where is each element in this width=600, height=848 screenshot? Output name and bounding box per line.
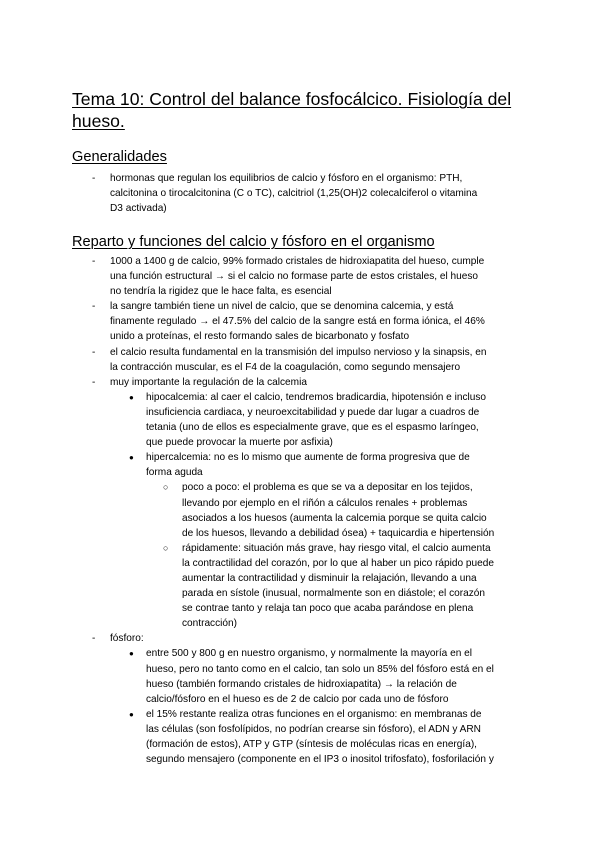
dash-marker: - [92,633,96,645]
list-item: - la sangre también tiene un nivel de calcio, que se denomina calcemia, y está finamente regulado → el 47.5% del calcio de la sangre está en forma iónica, el 46% unido a proteínas, el resto formando sales de bicarbonato y fosfato [92,301,485,343]
section-heading-reparto: Reparto y funciones del calcio y fósforo en el organismo [72,234,435,250]
bullet-marker: ● [129,453,134,463]
dash-marker: - [92,173,96,184]
list-item: - fósforo: ● entre 500 y 800 g en nuestro organismo, y normalmente la mayoría en el hueso, pero no tanto como en el calcio, tan solo un 85% del fósforo está en el hueso (también formando cristales de hidroxiapatita) → la relación de calcio/fósforo en el hueso es de 2 de calcio por cada uno de fósforo ● el 15% restante realiza otras funciones en el organismo: en membranas de las células (son fosfolípidos, no podrían crearse sin fósforo), el ADN y ARN (formación de estos), ATP y GTP (síntesis de moléculas ricas en energía), segundo mensajero (componente en el IP3 o inositol trifosfato), fosforilación y [0,631,600,767]
document-title [72,88,532,132]
bullet-marker: ● [129,709,134,719]
dash-marker: - [92,346,96,358]
list-item: ○ rápidamente: situación más grave, hay riesgo vital, el calcio aumenta la contractilidad del corazón, por lo que al haber un pico rápido puede aumentar la contractilidad y disminuir la relajación, llevando a una parada en sístole (inusual, normalmente son en diástole; el corazón se contrae tanto y relaja tan poco que acaba parándose en plena contracción) [163,542,494,630]
list-item: - muy importante la regulación de la calcemia ● hipocalcemia: al caer el calcio, tendremos bradicardia, hipotensión e incluso insuficiencia cardiaca, y neuroexcitabilidad y puede dar lugar a cuadros de tetania (uno de ellos es especialmente grave, que es el espasmo laríngeo, que puede provocar la muerte por asfixia) ● hipercalcemia: no es lo mismo que aumente de forma progresiva que de forma aguda ○ poco a poco: el problema es que se va a depositar en los tejidos, llevando por ejemplo en el riñón a cálculos renales + problemas asociados a los huesos (aumenta la calcemia porque se quita calcio de los huesos, llevando a debilidad ósea) + taquicardia e hipertensión ○ rápidamente: situación más grave, hay riesgo vital, el calcio aumenta la contractilidad del corazón, por lo que al haber un pico rápido puede aumentar la contractilidad y disminuir la relajación, llevando a una parada en sístole (inusual, normalmente son en diástole; el corazón se contrae tanto y relaja tan poco que acaba parándose en plena contracción) [0,375,600,632]
fosforo-sublist [0,646,600,767]
list-item: - el calcio resulta fundamental en la transmisión del impulso nervioso y la sinapsis, en la contracción muscular, es el F4 de la coagulación, como segundo mensajero [92,346,487,373]
dash-marker: - [92,301,96,313]
title-line-1: Tema 10: Control del balance fosfocálcico. Fisiología del [72,89,512,109]
reparto-list [0,254,600,767]
list-item: - 1000 a 1400 g de calcio, 99% formado cristales de hidroxiapatita del hueso, cumple una función estructural → si el calcio no formase parte de estos cristales, el hueso no tendría la rigidez que le hace falta, es esencial [92,256,485,298]
reparto-list-block [0,254,600,767]
circle-marker: ○ [163,542,169,553]
dash-marker: - [92,376,96,388]
list-item: ○ poco a poco: el problema es que se va a depositar en los tejidos, llevando por ejemplo en el riñón a cálculos renales + problemas asociados a los huesos (aumenta la calcemia porque se quita calcio de los huesos, llevando a debilidad ósea) + taquicardia e hipertensión [163,482,495,539]
bullet-marker: ● [129,392,134,402]
hipercalcemia-sublist [0,480,600,631]
list-item: ● entre 500 y 800 g en nuestro organismo, y normalmente la mayoría en el hueso, pero no tanto como en el calcio, tan solo un 85% del fósforo está en el hueso (también formando cristales de hidroxiapatita) → la relación de calcio/fósforo en el hueso es de 2 de calcio por cada uno de fósforo [129,648,494,705]
bullet-marker: ● [129,649,134,659]
list-item: ● hipocalcemia: al caer el calcio, tendremos bradicardia, hipotensión e incluso insuficiencia cardiaca, y neuroexcitabilidad y puede dar lugar a cuadros de tetania (uno de ellos es especialmente grave, que es el espasmo laríngeo, que puede provocar la muerte por asfixia) [129,391,487,449]
title-line-2: hueso. [72,111,125,131]
calcemia-sublist [0,390,600,632]
generalidades-list-block [0,171,600,216]
list-item: ● el 15% restante realiza otras funciones en el organismo: en membranas de las células (son fosfolípidos, no podrían crearse sin fósforo), el ADN y ARN (formación de estos), ATP y GTP (síntesis de moléculas ricas en energía), segundo mensajero (componente en el IP3 o inositol trifosfato), fosforilación y [129,708,494,766]
section-heading-generalidades: Generalidades [72,149,167,165]
dash-marker: - [92,256,96,267]
list-item: - hormonas que regulan los equilibrios de calcio y fósforo en el organismo: PTH, calcitonina o tirocalcitonina (C o TC), calcitriol (1,25(OH)2 colecalciferol o vitamina D3 activada) [92,173,478,215]
list-item: ● hipercalcemia: no es lo mismo que aumente de forma progresiva que de forma aguda ○ poco a poco: el problema es que se va a depositar en los tejidos, llevando por ejemplo en el riñón a cálculos renales + problemas asociados a los huesos (aumenta la calcemia porque se quita calcio de los huesos, llevando a debilidad ósea) + taquicardia e hipertensión ○ rápidamente: situación más grave, hay riesgo vital, el calcio aumenta la contractilidad del corazón, por lo que al haber un pico rápido puede aumentar la contractilidad y disminuir la relajación, llevando a una parada en sístole (inusual, normalmente son en diástole; el corazón se contrae tanto y relaja tan poco que acaba parándose en plena contracción) [0,450,600,631]
generalidades-list [0,171,600,216]
circle-marker: ○ [163,482,169,493]
